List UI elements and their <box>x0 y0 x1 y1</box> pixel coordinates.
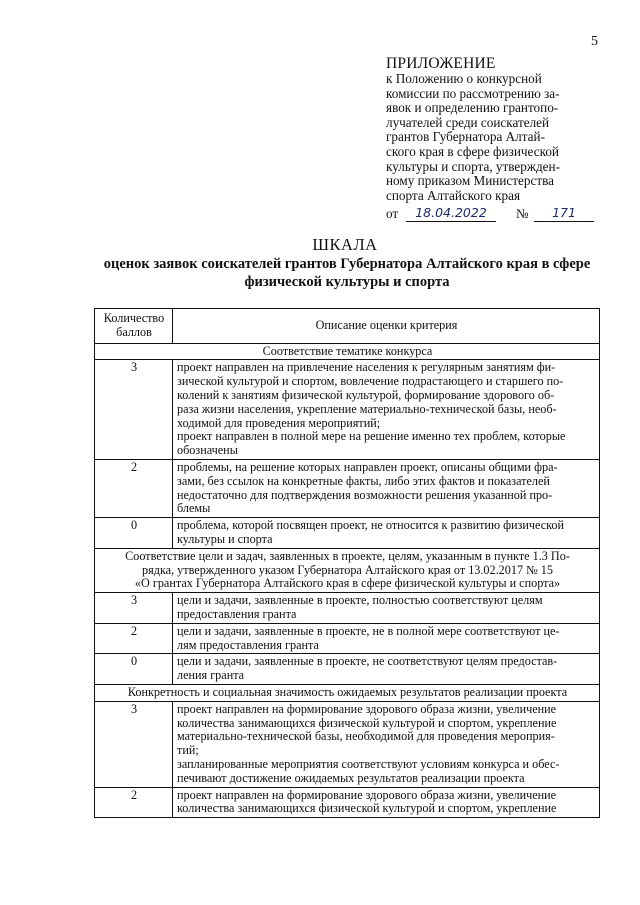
description-cell <box>173 459 600 517</box>
document-title: ШКАЛА <box>312 235 378 254</box>
description-line: ления гранта <box>177 668 245 683</box>
section-header-row <box>95 684 600 701</box>
description-line: тий; <box>177 743 199 758</box>
appendix-block <box>386 56 604 223</box>
header-score-line: Количество <box>103 311 165 325</box>
description-line: проблемы, на решение которых направлен проект, описаны общими фра- <box>177 459 558 474</box>
section-header-row <box>95 343 600 360</box>
appendix-line: лучателей среди соискателей <box>386 114 550 130</box>
appendix-title: ПРИЛОЖЕНИЕ <box>386 55 496 72</box>
description-line: запланированные мероприятия соответствуют условиям конкурса и обес- <box>177 756 560 771</box>
score-cell: 2 <box>95 459 173 517</box>
criteria-row <box>95 593 600 624</box>
description-cell <box>173 787 600 818</box>
description-line: печивают достижение ожидаемых результатов реализации проекта <box>177 770 525 785</box>
appendix-line: к Положению о конкурсной <box>386 71 542 86</box>
section-title-line: рядка, утвержденного указом Губернатора Алтайского края от 13.02.2017 № 15 <box>142 562 553 577</box>
description-line: культуры и спорта <box>177 531 273 546</box>
appendix-text <box>386 72 604 203</box>
section-title-line: Соответствие тематике конкурса <box>262 343 433 358</box>
subtitle-line: физической культуры и спорта <box>244 274 450 290</box>
score-cell: 0 <box>95 518 173 549</box>
description-line: предоставления гранта <box>177 606 297 621</box>
score-cell: 2 <box>95 787 173 818</box>
order-number: 171 <box>534 205 594 222</box>
description-line: раза жизни населения, укрепление материально-технической базы, необ- <box>177 401 557 416</box>
header-description: Описание оценки критерия <box>173 309 600 344</box>
section-title-line: Соответствие цели и задач, заявленных в проекте, целям, указанным в пункте 1.3 По- <box>125 548 570 563</box>
signature-row <box>386 205 604 223</box>
subtitle-line: оценок заявок соискателей грантов Губернатора Алтайского края в сфере <box>103 256 591 272</box>
from-label: от <box>386 206 399 222</box>
description-cell <box>173 518 600 549</box>
document-subtitle <box>100 255 594 291</box>
description-line: колений к занятиям физической культурой, формирование здорового об- <box>177 387 555 402</box>
description-line: цели и задачи, заявленные в проекте, не в полной мере соответствуют це- <box>177 623 560 638</box>
criteria-table-body <box>95 309 600 818</box>
score-cell: 0 <box>95 654 173 685</box>
description-line: недостаточно для подтверждения возможности решения указанной про- <box>177 487 553 502</box>
criteria-row <box>95 623 600 654</box>
description-line: проект направлен в полной мере на решение именно тех проблем, которые <box>177 429 566 444</box>
description-line: цели и задачи, заявленные в проекте, не соответствуют целям предостав- <box>177 654 558 669</box>
page-number: 5 <box>591 34 598 49</box>
description-line: обозначены <box>177 443 238 458</box>
section-title-line: «О грантах Губернатора Алтайского края в сфере физической культуры и спорта» <box>134 576 561 591</box>
criteria-row <box>95 654 600 685</box>
section-title <box>95 343 600 360</box>
section-title-line: Конкретность и социальная значимость ожидаемых результатов реализации проекта <box>127 684 568 699</box>
score-cell: 3 <box>95 593 173 624</box>
criteria-row <box>95 360 600 460</box>
description-line: блемы <box>177 501 211 516</box>
section-title <box>95 548 600 592</box>
description-line: проект направлен на формирование здорового образа жизни, увеличение <box>177 787 557 802</box>
description-line: лям предоставления гранта <box>177 637 319 652</box>
appendix-line: ному приказом Министерства <box>386 173 555 189</box>
appendix-line: культуры и спорта, утвержден- <box>386 158 560 174</box>
header-score-line: баллов <box>116 324 152 339</box>
description-line: материально-технической базы, необходимой для проведения мероприя- <box>177 729 555 744</box>
description-line: проект направлен на привлечение населения к регулярным занятиям фи- <box>177 360 556 375</box>
criteria-row <box>95 518 600 549</box>
description-line: количества занимающихся физической культурой и спортом, укрепление <box>177 801 557 816</box>
table-header-row <box>95 309 600 344</box>
score-cell: 3 <box>95 360 173 460</box>
description-cell <box>173 654 600 685</box>
score-cell: 2 <box>95 623 173 654</box>
description-line: зами, без ссылок на конкретные факты, либо этих фактов и показателей <box>177 473 550 488</box>
criteria-row <box>95 787 600 818</box>
description-cell <box>173 623 600 654</box>
criteria-table <box>94 308 600 818</box>
order-date: 18.04.2022 <box>406 205 496 222</box>
appendix-line: ского края в сфере физической <box>386 143 559 159</box>
appendix-line: явок и определению грантопо- <box>386 100 559 116</box>
appendix-line: спорта Алтайского края <box>386 187 521 203</box>
description-line: цели и задачи, заявленные в проекте, полностью соответствуют целям <box>177 593 543 608</box>
section-title <box>95 684 600 701</box>
appendix-line: грантов Губернатора Алтай- <box>386 129 545 145</box>
criteria-row <box>95 701 600 787</box>
description-cell <box>173 360 600 460</box>
number-label: № <box>516 206 529 222</box>
header-score <box>95 309 173 344</box>
appendix-line: комиссии по рассмотрению за- <box>386 85 560 101</box>
description-cell <box>173 701 600 787</box>
description-line: проблема, которой посвящен проект, не относится к развитию физической <box>177 518 565 533</box>
description-line: проект направлен на формирование здорового образа жизни, увеличение <box>177 701 557 716</box>
description-line: ходимой для проведения мероприятий; <box>177 415 381 430</box>
section-header-row <box>95 548 600 592</box>
description-line: зической культурой и спортом, вовлечение подрастающего и старшего по- <box>177 374 564 389</box>
description-cell <box>173 593 600 624</box>
score-cell: 3 <box>95 701 173 787</box>
description-line: количества занимающихся физической культурой и спортом, укрепление <box>177 715 557 730</box>
criteria-row <box>95 459 600 517</box>
